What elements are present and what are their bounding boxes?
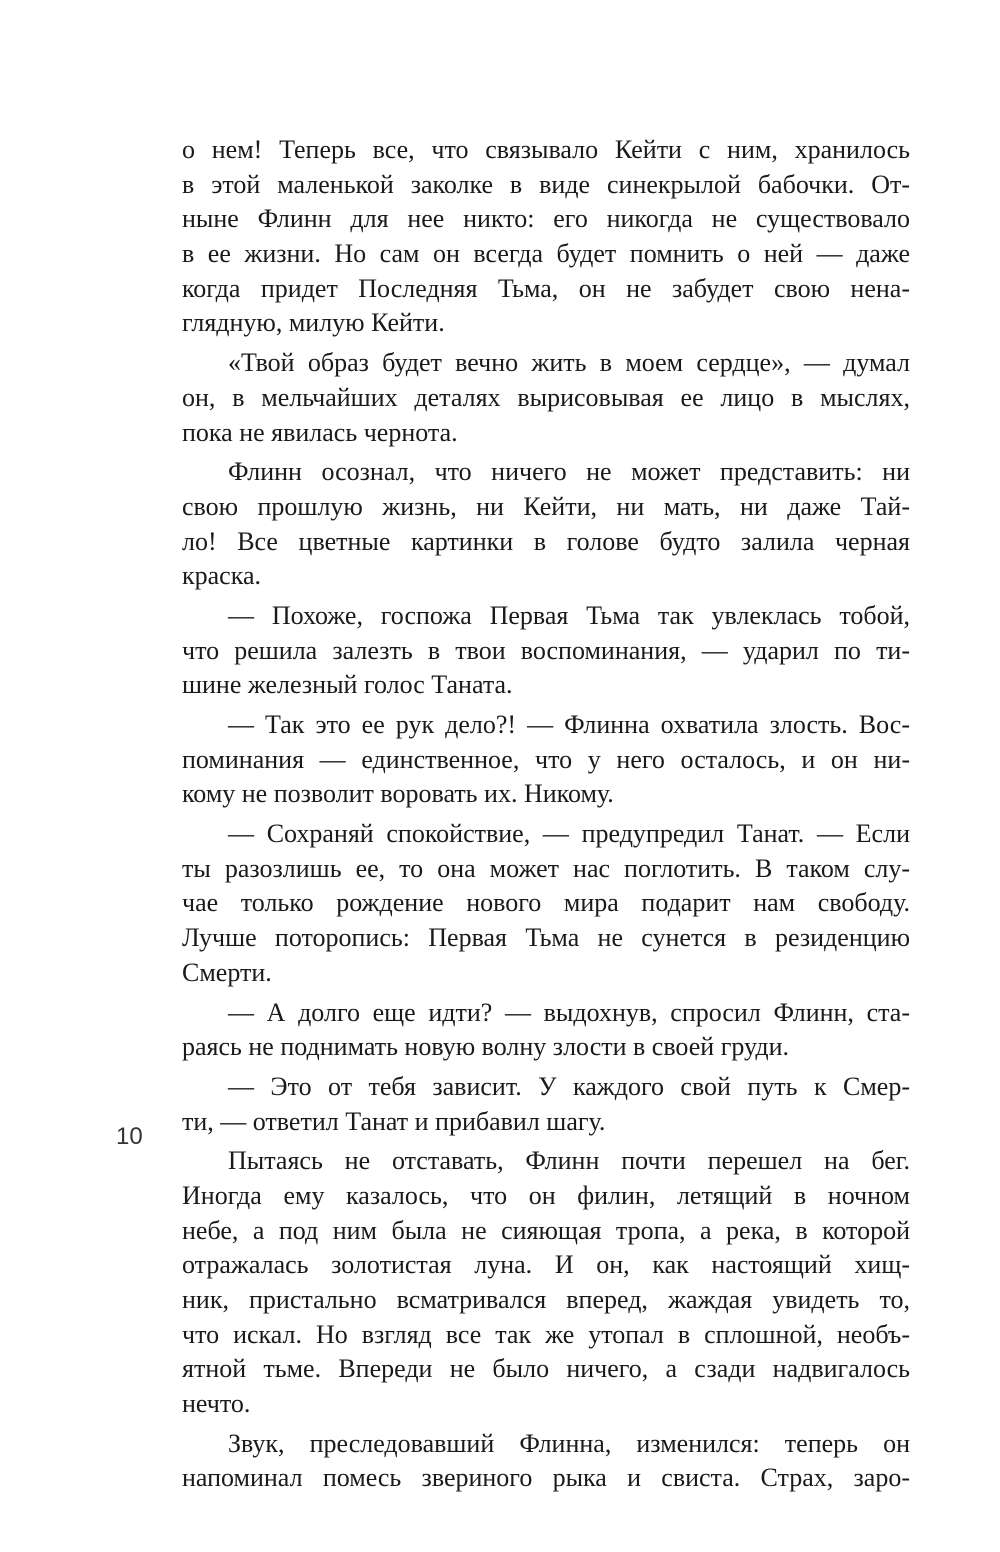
- text-line: глядную, милую Кейти.: [182, 308, 445, 338]
- text-line: — Это от тебя зависит. У каждого свой путь к Смер-: [228, 1071, 910, 1101]
- text-line: шине железный голос Таната.: [182, 670, 513, 700]
- text-line: Смерти.: [182, 957, 272, 987]
- text-line: — Так это ее рук дело?! — Флинна охватила злость. Вос-: [228, 710, 910, 739]
- text-line: Пытаясь не отставать, Флинн почти перешел на бег.: [228, 1146, 910, 1176]
- text-line: свою прошлую жизнь, ни Кейти, ни мать, ни даже Тай-: [182, 491, 910, 521]
- text-line: — Похоже, госпожа Первая Тьма так увлеклась тобой,: [228, 600, 910, 630]
- text-line: — А долго еще идти? — выдохнув, спросил Флинн, ста-: [228, 997, 910, 1027]
- text-line: краска.: [182, 561, 261, 591]
- body-text: [182, 133, 910, 1496]
- text-line: о нем! Теперь все, что связывало Кейти с ним, хранилось: [182, 135, 910, 164]
- paragraph: [182, 133, 910, 341]
- text-line: в этой маленькой заколке в виде синекрылой бабочки. От-: [182, 169, 910, 199]
- paragraph: [182, 346, 910, 450]
- text-line: Звук, преследовавший Флинна, изменился: теперь он: [228, 1428, 910, 1458]
- paragraph: [182, 455, 910, 594]
- text-line: ник, пристально всматривался вперед, жаждая увидеть то,: [182, 1285, 910, 1314]
- text-line: — Сохраняй спокойствие, — предупредил Танат. — Если: [228, 819, 910, 849]
- paragraph: [182, 1144, 910, 1422]
- page-number: 10: [116, 1123, 143, 1150]
- text-line: Иногда ему казалось, что он филин, летящий в ночном: [182, 1180, 910, 1210]
- text-line: отражалась золотистая луна. И он, как настоящий хищ-: [182, 1250, 910, 1280]
- text-line: ятной тьме. Впереди не было ничего, а сзади надвигалось: [182, 1354, 910, 1384]
- text-line: Лучше поторопись: Первая Тьма не сунется в резиденцию: [182, 923, 910, 953]
- text-line: ло! Все цветные картинки в голове будто залила черная: [182, 526, 910, 556]
- text-line: напоминал помесь звериного рыка и свиста. Страх, заро-: [182, 1463, 910, 1493]
- paragraph: [182, 1070, 910, 1139]
- text-line: что искал. Но взгляд все так же утопал в сплошной, необъ-: [182, 1319, 910, 1349]
- text-line: ныне Флинн для нее никто: его никогда не существовало: [182, 204, 910, 234]
- text-line: небе, а под ним была не сияющая тропа, а река, в которой: [182, 1215, 910, 1245]
- text-line: в ее жизни. Но сам он всегда будет помнить о ней — даже: [182, 239, 910, 269]
- text-line: раясь не поднимать новую волну злости в своей груди.: [182, 1032, 790, 1062]
- text-line: что решила залезть в твои воспоминания, — ударил по ти-: [182, 635, 910, 665]
- text-line: пока не явилась чернота.: [182, 417, 458, 447]
- text-line: он, в мельчайших деталях вырисовывая ее лицо в мыслях,: [182, 382, 910, 412]
- paragraph: [182, 599, 910, 703]
- text-line: поминания — единственное, что у него осталось, и он ни-: [182, 744, 910, 774]
- text-line: когда придет Последняя Тьма, он не забудет свою нена-: [182, 273, 910, 303]
- paragraph: [182, 996, 910, 1065]
- text-line: Флинн осознал, что ничего не может представить: ни: [228, 457, 910, 487]
- text-line: нечто.: [182, 1389, 251, 1419]
- text-line: кому не позволит воровать их. Никому.: [182, 779, 614, 809]
- text-line: ты разозлишь ее, то она может нас поглотить. В таком слу-: [182, 853, 910, 883]
- paragraph: [182, 1427, 910, 1496]
- paragraph: [182, 708, 910, 812]
- text-line: ти, — ответил Танат и прибавил шагу.: [182, 1106, 606, 1136]
- text-line: «Твой образ будет вечно жить в моем сердце», — думал: [228, 348, 910, 378]
- paragraph: [182, 817, 910, 990]
- text-line: чае только рождение нового мира подарит нам свободу.: [182, 888, 910, 918]
